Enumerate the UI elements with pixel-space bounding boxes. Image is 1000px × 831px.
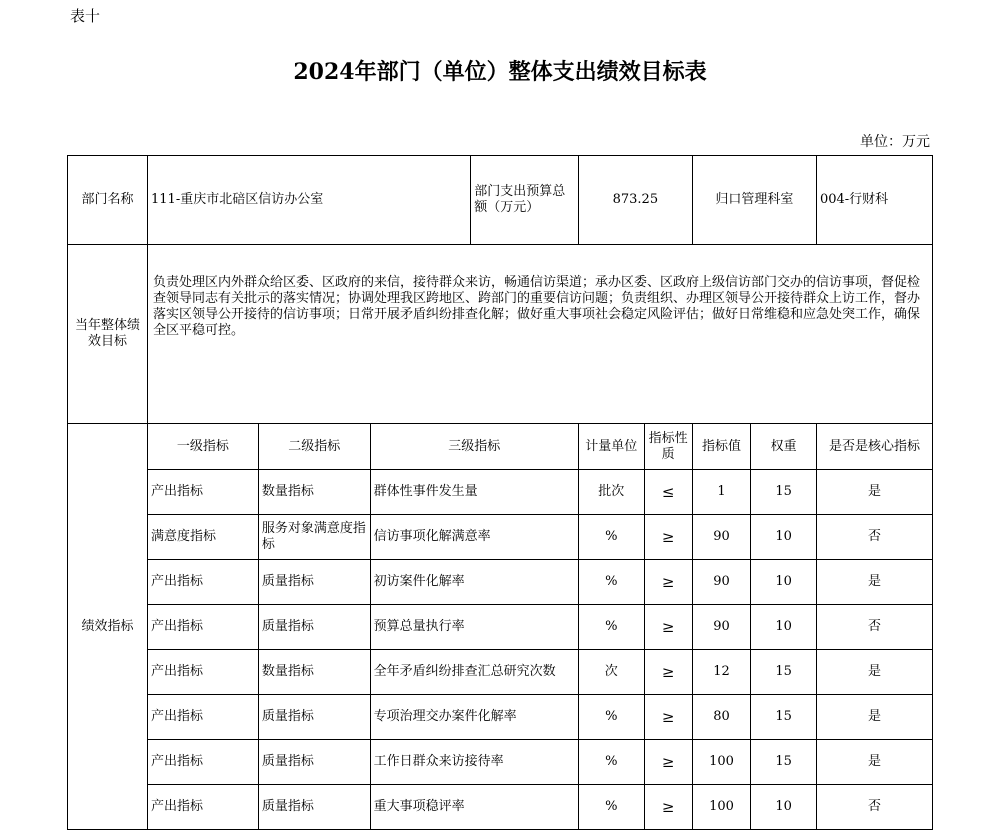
level3-cell: 专项治理交办案件化解率 <box>370 695 578 740</box>
annual-goal-row <box>68 245 933 424</box>
indicator-section-label: 绩效指标 <box>68 424 148 830</box>
unit-cell: 批次 <box>578 470 644 515</box>
core-cell: 否 <box>816 515 932 560</box>
header-value: 指标值 <box>692 424 750 470</box>
unit-cell: % <box>578 785 644 830</box>
table-number: 表十 <box>70 7 101 25</box>
header-weight: 权重 <box>751 424 817 470</box>
unit-cell: % <box>578 605 644 650</box>
level1-cell: 满意度指标 <box>148 515 259 560</box>
weight-cell: 10 <box>751 605 817 650</box>
level3-cell: 重大事项稳评率 <box>370 785 578 830</box>
level1-cell: 产出指标 <box>148 740 259 785</box>
weight-cell: 10 <box>751 560 817 605</box>
budget-total-label: 部门支出预算总额（万元） <box>471 156 579 245</box>
unit-cell: 次 <box>578 650 644 695</box>
dept-info-row <box>68 156 933 245</box>
table-row <box>68 470 933 515</box>
unit-cell: % <box>578 515 644 560</box>
weight-cell: 15 <box>751 695 817 740</box>
value-cell: 90 <box>692 560 750 605</box>
document-title: 2024年部门（单位）整体支出绩效目标表 <box>293 59 707 85</box>
weight-cell: 15 <box>751 650 817 695</box>
core-cell: 否 <box>816 785 932 830</box>
budget-total-value: 873.25 <box>578 156 692 245</box>
core-cell: 是 <box>816 695 932 740</box>
header-nature: 指标性质 <box>644 424 692 470</box>
dept-name-label: 部门名称 <box>68 156 148 245</box>
level2-cell: 数量指标 <box>258 470 370 515</box>
nature-cell: ≥ <box>644 605 692 650</box>
dept-name-value: 111-重庆市北碚区信访办公室 <box>148 156 471 245</box>
unit-cell: % <box>578 560 644 605</box>
level1-cell: 产出指标 <box>148 650 259 695</box>
weight-cell: 15 <box>751 470 817 515</box>
core-cell: 是 <box>816 560 932 605</box>
header-core: 是否是核心指标 <box>816 424 932 470</box>
level1-cell: 产出指标 <box>148 470 259 515</box>
level3-cell: 预算总量执行率 <box>370 605 578 650</box>
header-unit: 计量单位 <box>578 424 644 470</box>
value-cell: 100 <box>692 785 750 830</box>
level1-cell: 产出指标 <box>148 605 259 650</box>
core-cell: 是 <box>816 470 932 515</box>
annual-goal-label: 当年整体绩效目标 <box>68 245 148 424</box>
level1-cell: 产出指标 <box>148 560 259 605</box>
level2-cell: 质量指标 <box>258 695 370 740</box>
level3-cell: 群体性事件发生量 <box>370 470 578 515</box>
value-cell: 1 <box>692 470 750 515</box>
value-cell: 90 <box>692 605 750 650</box>
nature-cell: ≥ <box>644 785 692 830</box>
table-row <box>68 785 933 830</box>
level2-cell: 质量指标 <box>258 605 370 650</box>
core-cell: 是 <box>816 740 932 785</box>
header-level3: 三级指标 <box>370 424 578 470</box>
unit-cell: % <box>578 695 644 740</box>
nature-cell: ≥ <box>644 740 692 785</box>
annual-goal-text: 负责处理区内外群众给区委、区政府的来信，接待群众来访，畅通信访渠道；承办区委、区政府上级信访部门交办的信访事项，督促检查领导同志有关批示的落实情况；协调处理我区跨地区、跨部门的重要信访问题；负责组织、办理区领导公开接待群众上访工作，督办落实区领导公开接待的信访事项；日常开展矛盾纠纷排查化解；做好重大事项社会稳定风险评估；做好日常维稳和应急处突工作，确保全区平稳可控。 <box>148 245 933 424</box>
unit-label: 单位：万元 <box>860 134 930 150</box>
table-row <box>68 560 933 605</box>
level1-cell: 产出指标 <box>148 785 259 830</box>
nature-cell: ≥ <box>644 695 692 740</box>
value-cell: 100 <box>692 740 750 785</box>
header-level2: 二级指标 <box>258 424 370 470</box>
nature-cell: ≥ <box>644 515 692 560</box>
weight-cell: 10 <box>751 785 817 830</box>
value-cell: 12 <box>692 650 750 695</box>
table-row <box>68 515 933 560</box>
table-row <box>68 740 933 785</box>
level2-cell: 质量指标 <box>258 560 370 605</box>
weight-cell: 10 <box>751 515 817 560</box>
value-cell: 90 <box>692 515 750 560</box>
level3-cell: 全年矛盾纠纷排查汇总研究次数 <box>370 650 578 695</box>
indicator-header-row <box>68 424 933 470</box>
performance-target-table <box>67 155 933 830</box>
level2-cell: 服务对象满意度指标 <box>258 515 370 560</box>
nature-cell: ≥ <box>644 650 692 695</box>
weight-cell: 15 <box>751 740 817 785</box>
level2-cell: 质量指标 <box>258 740 370 785</box>
nature-cell: ≥ <box>644 560 692 605</box>
value-cell: 80 <box>692 695 750 740</box>
core-cell: 是 <box>816 650 932 695</box>
level3-cell: 工作日群众来访接待率 <box>370 740 578 785</box>
level1-cell: 产出指标 <box>148 695 259 740</box>
level2-cell: 数量指标 <box>258 650 370 695</box>
level2-cell: 质量指标 <box>258 785 370 830</box>
table-row <box>68 650 933 695</box>
managing-office-value: 004-行财科 <box>816 156 932 245</box>
unit-cell: % <box>578 740 644 785</box>
level3-cell: 信访事项化解满意率 <box>370 515 578 560</box>
header-level1: 一级指标 <box>148 424 259 470</box>
level3-cell: 初访案件化解率 <box>370 560 578 605</box>
table-row <box>68 695 933 740</box>
nature-cell: ≤ <box>644 470 692 515</box>
managing-office-label: 归口管理科室 <box>692 156 816 245</box>
table-row <box>68 605 933 650</box>
core-cell: 否 <box>816 605 932 650</box>
